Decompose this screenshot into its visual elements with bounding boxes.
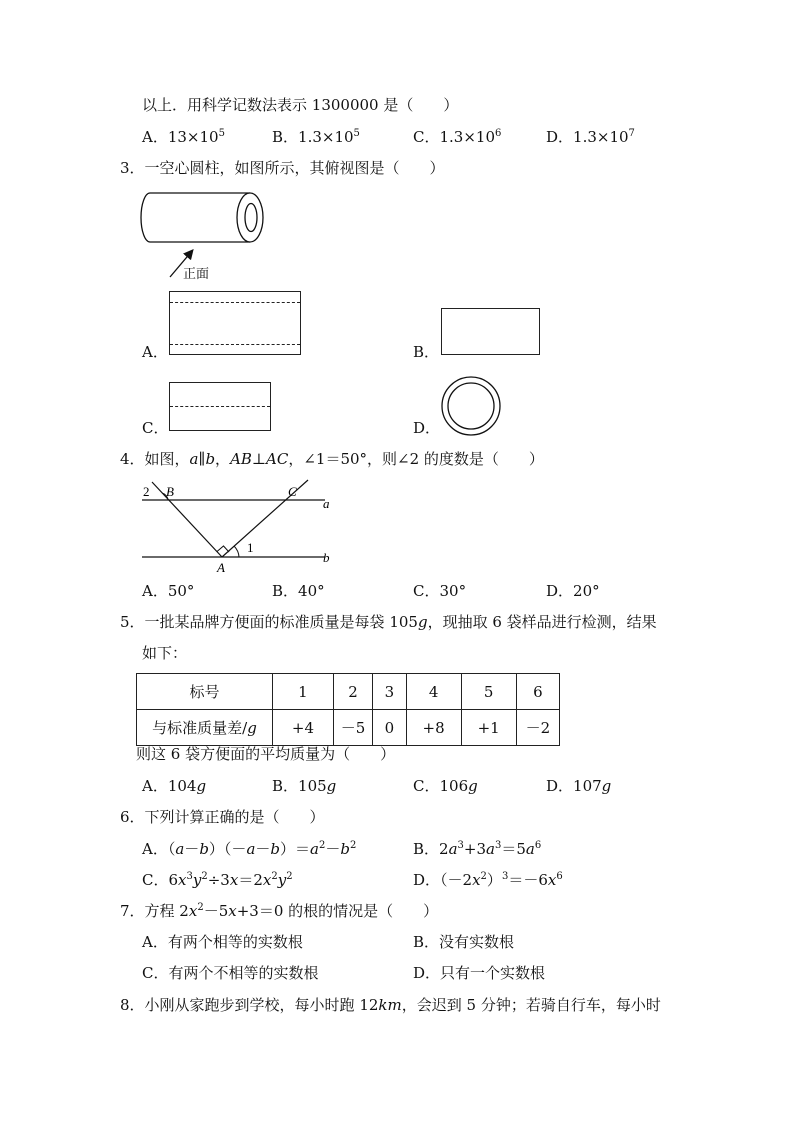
q4-option-a: A．50° (142, 582, 195, 600)
q5-option-a: A．104g (142, 777, 207, 795)
line-b-label: b (323, 550, 330, 565)
point-c-label: C (288, 484, 297, 499)
angle-1-label: 1 (247, 540, 254, 555)
q2-stem-continuation: 以上．用科学记数法表示 1300000 是（ ） (142, 96, 459, 114)
cylinder-left-end (141, 193, 150, 242)
table-row (137, 674, 560, 710)
q3-stem: 3．一空心圆柱，如图所示，其俯视图是（ ） (120, 159, 445, 177)
q2-option-b: B．$1.3\times 10^5$ (272, 128, 360, 146)
q5-option-b: B．105g (272, 777, 337, 795)
line-a-label: a (323, 496, 330, 511)
q7-option-b: B．没有实数根 (413, 933, 515, 951)
q3-option-c-letter: C． (142, 419, 169, 437)
q3-option-c-figure (169, 382, 271, 431)
q6-stem: 6．下列计算正确的是（ ） (120, 808, 325, 826)
table-cell: 0 (373, 710, 406, 746)
q3-option-d-letter: D． (413, 419, 441, 437)
q6-option-d: D．$(-2x^2)^3=-6x^6$ (413, 871, 563, 889)
q7-option-c: C．有两个不相等的实数根 (142, 964, 319, 982)
table-col-1: 1 (272, 674, 333, 710)
q7-option-d: D．只有一个实数根 (413, 964, 546, 982)
table-row (137, 710, 560, 746)
inner-circle (448, 383, 494, 429)
q4-stem: 4．如图，a∥b，AB⊥AC，∠1＝50°，则∠2 的度数是（ ） (120, 450, 544, 468)
q5-option-c: C．106g (413, 777, 478, 795)
q4-option-d: D．20° (546, 582, 600, 600)
q5-option-d: D．107g (546, 777, 612, 795)
table-cell: －2 (516, 710, 559, 746)
q2-option-d: D．$1.3\times 10^7$ (546, 128, 635, 146)
front-view-label: 正面 (183, 267, 210, 282)
q6-option-b: B．$2a^3+3a^3=5a^6$ (413, 840, 542, 858)
table-col-4: 4 (406, 674, 461, 710)
angle-1-arc (234, 546, 239, 557)
q7-option-a: A．有两个相等的实数根 (142, 933, 303, 951)
q8-stem: 8．小刚从家跑步到学校，每小时跑 12km，会迟到 5 分钟；若骑自行车，每小时 (120, 996, 661, 1014)
q2-option-c: C．$1.3\times 10^6$ (413, 128, 502, 146)
q3-option-b-figure (441, 308, 540, 355)
q4-option-c: C．30° (413, 582, 467, 600)
table-cell: －5 (333, 710, 372, 746)
q6-option-c: C．$6x^3y^2\div 3x=2x^2y^2$ (142, 871, 293, 889)
table-cell: +4 (272, 710, 333, 746)
q5-question: 则这 6 袋方便面的平均质量为（ ） (136, 745, 396, 763)
table-cell: +8 (406, 710, 461, 746)
outer-circle (442, 377, 500, 435)
q3-option-b-letter: B． (413, 343, 440, 361)
table-col-5: 5 (461, 674, 516, 710)
q4-parallel-lines-figure (135, 478, 345, 576)
hidden-line-top (170, 302, 300, 303)
q5-data-table (136, 673, 560, 746)
q6-option-a: A．$(a-b)(-a-b)=a^2-b^2$ (142, 840, 357, 858)
table-col-6: 6 (516, 674, 559, 710)
hidden-line-bottom (170, 344, 300, 345)
point-a-label: A (217, 560, 225, 575)
q2-option-a: A．$13\times 10^5$ (142, 128, 225, 146)
hidden-line-middle (170, 406, 270, 407)
cylinder-body-lines (150, 193, 250, 242)
table-col-2: 2 (333, 674, 372, 710)
q7-stem: 7．方程 $2x^2-5x+3=0$ 的根的情况是（ ） (120, 902, 439, 920)
right-angle-mark (217, 546, 229, 552)
q5-stem: 5．一批某品牌方便面的标准质量是每袋 105g，现抽取 6 袋样品进行检测，结果 (120, 613, 657, 631)
q3-option-a-figure (169, 291, 301, 355)
cylinder-right-inner (245, 204, 257, 232)
table-cell: +1 (461, 710, 516, 746)
angle-2-label: 2 (143, 484, 150, 499)
table-row-label: 与标准质量差/g (137, 710, 273, 746)
table-header-label: 标号 (137, 674, 273, 710)
point-b-label: B (166, 484, 174, 499)
q5-stem-line2: 如下： (142, 644, 188, 662)
table-col-3: 3 (373, 674, 406, 710)
q4-option-b: B．40° (272, 582, 325, 600)
q3-option-a-letter: A． (142, 343, 168, 361)
q3-option-d-figure (440, 375, 502, 437)
